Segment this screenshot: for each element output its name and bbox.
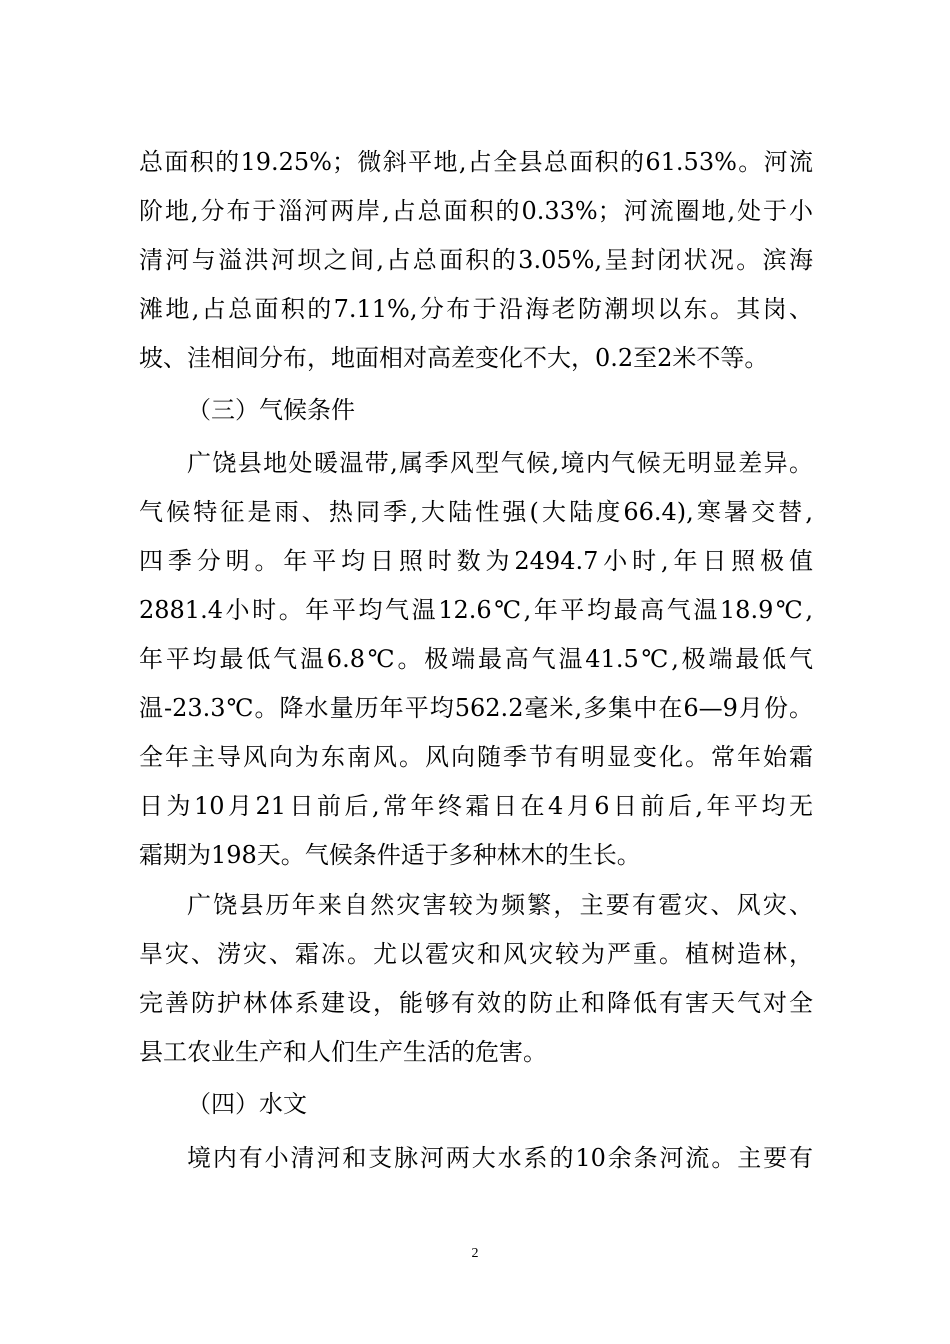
section-heading-hydrology: （四）水文 bbox=[187, 1090, 307, 1118]
section-heading-climate: （三）气候条件 bbox=[187, 396, 355, 424]
text-line: 温-23.3℃。降水量历年平均562.2毫米,多集中在6—9月份。 bbox=[139, 694, 813, 722]
text-line: 霜期为198天。气候条件适于多种林木的生长。 bbox=[139, 841, 641, 869]
text-line: 气候特征是雨、热同季,大陆性强(大陆度66.4),寒暑交替, bbox=[139, 498, 813, 526]
text-line: 四季分明。年平均日照时数为2494.7小时,年日照极值 bbox=[139, 547, 813, 575]
text-line: 年平均最低气温6.8℃。极端最高气温41.5℃,极端最低气 bbox=[139, 645, 813, 673]
text-line: 总面积的19.25%；微斜平地,占全县总面积的61.53%。河流 bbox=[139, 148, 813, 176]
text-line: 全年主导风向为东南风。风向随季节有明显变化。常年始霜 bbox=[139, 743, 813, 771]
text-line: 2881.4小时。年平均气温12.6℃,年平均最高气温18.9℃, bbox=[139, 596, 813, 624]
text-line: 清河与溢洪河坝之间,占总面积的3.05%,呈封闭状况。滨海 bbox=[139, 246, 813, 274]
text-line: 广饶县历年来自然灾害较为频繁，主要有雹灾、风灾、 bbox=[187, 891, 813, 919]
text-line: 日为10月21日前后,常年终霜日在4月6日前后,年平均无 bbox=[139, 792, 813, 820]
text-line: 阶地,分布于淄河两岸,占总面积的0.33%；河流圈地,处于小 bbox=[139, 197, 813, 225]
text-line: 旱灾、涝灾、霜冻。尤以雹灾和风灾较为严重。植树造林， bbox=[139, 940, 813, 968]
text-line: 境内有小清河和支脉河两大水系的10余条河流。主要有 bbox=[187, 1144, 813, 1172]
text-line: 坡、洼相间分布，地面相对高差变化不大，0.2至2米不等。 bbox=[139, 344, 769, 372]
text-line: 县工农业生产和人们生产生活的危害。 bbox=[139, 1038, 547, 1066]
text-line: 滩地,占总面积的7.11%,分布于沿海老防潮坝以东。其岗、 bbox=[139, 295, 813, 323]
text-line: 完善防护林体系建设，能够有效的防止和降低有害天气对全 bbox=[139, 989, 813, 1017]
text-line: 广饶县地处暖温带,属季风型气候,境内气候无明显差异。 bbox=[187, 449, 813, 477]
page-number: 2 bbox=[471, 1246, 479, 1261]
